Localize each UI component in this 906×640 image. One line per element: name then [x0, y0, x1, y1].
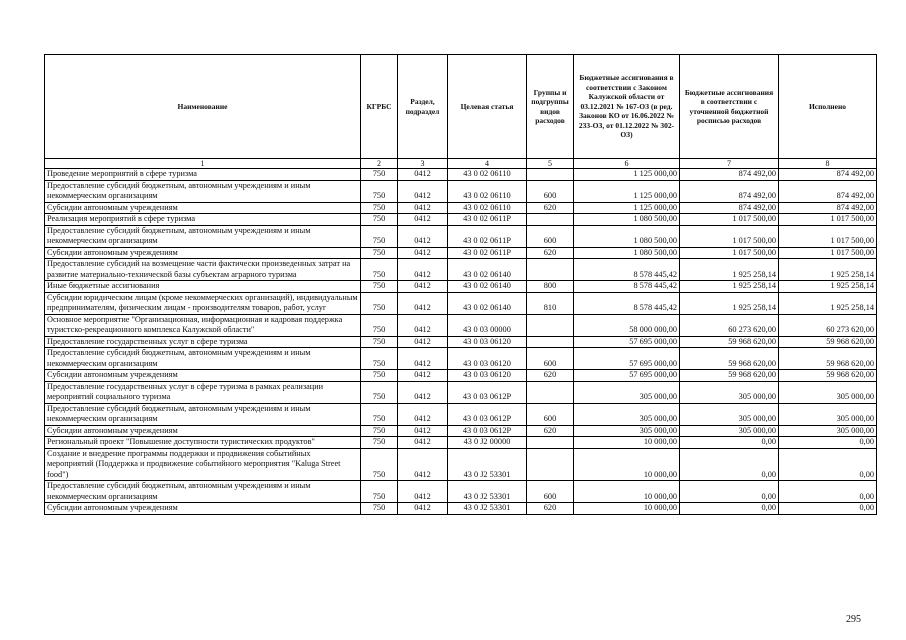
row-target-article: 43 0 02 06110: [448, 202, 527, 214]
row-target-article: 43 0 03 06120: [448, 370, 527, 382]
table-row: [45, 448, 877, 481]
row-section: 0412: [398, 169, 448, 181]
row-section: 0412: [398, 314, 448, 336]
row-section: 0412: [398, 202, 448, 214]
row-kgrbs: 750: [361, 481, 398, 503]
row-section: 0412: [398, 403, 448, 425]
column-number: 3: [398, 159, 448, 169]
row-executed-amount: 874 492,00: [779, 169, 877, 181]
row-law-amount: 305 000,00: [574, 381, 680, 403]
row-executed-amount: 59 968 620,00: [779, 370, 877, 382]
row-refined-amount: 1 925 258,14: [680, 281, 779, 293]
row-section: 0412: [398, 425, 448, 437]
table-row: [45, 425, 877, 437]
row-target-article: 43 0 03 0612Р: [448, 381, 527, 403]
table-row: [45, 169, 877, 181]
table-row: [45, 281, 877, 293]
table-row: [45, 437, 877, 449]
row-kgrbs: 750: [361, 225, 398, 247]
row-section: 0412: [398, 481, 448, 503]
row-target-article: 43 0 03 0612Р: [448, 403, 527, 425]
row-refined-amount: 59 968 620,00: [680, 370, 779, 382]
row-expense-group: 620: [527, 503, 574, 515]
row-refined-amount: 60 273 620,00: [680, 314, 779, 336]
row-target-article: 43 0 03 00000: [448, 314, 527, 336]
row-refined-amount: 0,00: [680, 503, 779, 515]
row-executed-amount: 1 925 258,14: [779, 292, 877, 314]
row-name: Проведение мероприятий в сфере туризма: [45, 169, 361, 181]
table-body: [45, 169, 877, 515]
row-executed-amount: 874 492,00: [779, 202, 877, 214]
row-executed-amount: 1 925 258,14: [779, 259, 877, 281]
budget-table: [44, 54, 877, 515]
row-kgrbs: 750: [361, 370, 398, 382]
row-law-amount: 1 125 000,00: [574, 169, 680, 181]
row-law-amount: 1 080 500,00: [574, 225, 680, 247]
row-executed-amount: 0,00: [779, 481, 877, 503]
header-kgrbs: КГРБС: [361, 55, 398, 159]
table-row: [45, 336, 877, 348]
row-expense-group: 600: [527, 348, 574, 370]
row-name: Предоставление субсидий бюджетным, автономным учреждениям и иным некоммерческим организациям: [45, 481, 361, 503]
row-target-article: 43 0 03 06120: [448, 336, 527, 348]
table-row: [45, 292, 877, 314]
row-section: 0412: [398, 348, 448, 370]
row-name: Предоставление субсидий на возмещение части фактически произведенных затрат на развитие материально-технической базы субъектам аграрного туризма: [45, 259, 361, 281]
row-name: Предоставление субсидий бюджетным, автономным учреждениям и иным некоммерческим организациям: [45, 180, 361, 202]
row-target-article: 43 0 02 06110: [448, 180, 527, 202]
row-target-article: 43 0 02 0611Р: [448, 214, 527, 226]
row-law-amount: 57 695 000,00: [574, 370, 680, 382]
header-target-article: Целевая статья: [448, 55, 527, 159]
row-name: Реализация мероприятий в сфере туризма: [45, 214, 361, 226]
row-refined-amount: 0,00: [680, 481, 779, 503]
row-kgrbs: 750: [361, 214, 398, 226]
row-name: Предоставление субсидий бюджетным, автономным учреждениям и иным некоммерческим организациям: [45, 348, 361, 370]
row-executed-amount: 59 968 620,00: [779, 336, 877, 348]
row-expense-group: 620: [527, 247, 574, 259]
row-name: Субсидии автономным учреждениям: [45, 247, 361, 259]
table-row: [45, 180, 877, 202]
column-number: 6: [574, 159, 680, 169]
column-number: 4: [448, 159, 527, 169]
row-section: 0412: [398, 180, 448, 202]
row-law-amount: 305 000,00: [574, 403, 680, 425]
row-law-amount: 10 000,00: [574, 437, 680, 449]
row-name: Предоставление государственных услуг в сфере туризма в рамках реализации мероприятий социального туризма: [45, 381, 361, 403]
row-kgrbs: 750: [361, 247, 398, 259]
row-kgrbs: 750: [361, 503, 398, 515]
row-name: Иные бюджетные ассигнования: [45, 281, 361, 293]
row-name: Региональный проект "Повышение доступности туристических продуктов": [45, 437, 361, 449]
row-expense-group: [527, 381, 574, 403]
table-row: [45, 381, 877, 403]
row-section: 0412: [398, 437, 448, 449]
table-row: [45, 348, 877, 370]
row-name: Создание и внедрение программы поддержки и продвижения событийных мероприятий (Поддержка и продвижение событийного мероприятия "Kaluga Street food"): [45, 448, 361, 481]
table-row: [45, 503, 877, 515]
row-section: 0412: [398, 503, 448, 515]
row-section: 0412: [398, 448, 448, 481]
table-row: [45, 314, 877, 336]
row-expense-group: 600: [527, 180, 574, 202]
row-refined-amount: 305 000,00: [680, 425, 779, 437]
row-name: Предоставление государственных услуг в сфере туризма: [45, 336, 361, 348]
row-expense-group: [527, 437, 574, 449]
row-kgrbs: 750: [361, 425, 398, 437]
row-executed-amount: 0,00: [779, 437, 877, 449]
row-expense-group: 600: [527, 225, 574, 247]
table-row: [45, 225, 877, 247]
row-section: 0412: [398, 370, 448, 382]
row-section: 0412: [398, 225, 448, 247]
row-law-amount: 8 578 445,42: [574, 292, 680, 314]
row-section: 0412: [398, 381, 448, 403]
row-target-article: 43 0 03 0612Р: [448, 425, 527, 437]
row-executed-amount: 305 000,00: [779, 381, 877, 403]
table-row: [45, 247, 877, 259]
row-target-article: 43 0 02 0611Р: [448, 225, 527, 247]
row-target-article: 43 0 02 0611Р: [448, 247, 527, 259]
header-name: Наименование: [45, 55, 361, 159]
row-kgrbs: 750: [361, 180, 398, 202]
row-section: 0412: [398, 214, 448, 226]
row-expense-group: 600: [527, 403, 574, 425]
row-target-article: 43 0 J2 53301: [448, 503, 527, 515]
row-kgrbs: 750: [361, 381, 398, 403]
column-number: 1: [45, 159, 361, 169]
row-name: Предоставление субсидий бюджетным, автономным учреждениям и иным некоммерческим организациям: [45, 403, 361, 425]
row-name: Основное мероприятие "Организационная, информационная и кадровая поддержка туристско-рекреационного комплекса Калужской области": [45, 314, 361, 336]
row-expense-group: 600: [527, 481, 574, 503]
row-law-amount: 305 000,00: [574, 425, 680, 437]
row-refined-amount: 305 000,00: [680, 403, 779, 425]
table-row: [45, 214, 877, 226]
row-law-amount: 1 080 500,00: [574, 214, 680, 226]
column-number-row: [45, 159, 877, 169]
row-section: 0412: [398, 259, 448, 281]
row-name: Субсидии автономным учреждениям: [45, 202, 361, 214]
row-law-amount: 10 000,00: [574, 503, 680, 515]
row-law-amount: 10 000,00: [574, 448, 680, 481]
table-row: [45, 481, 877, 503]
row-kgrbs: 750: [361, 202, 398, 214]
row-executed-amount: 59 968 620,00: [779, 348, 877, 370]
row-refined-amount: 1 017 500,00: [680, 247, 779, 259]
header-row: [45, 55, 877, 159]
row-kgrbs: 750: [361, 448, 398, 481]
row-law-amount: 1 125 000,00: [574, 202, 680, 214]
row-name: Предоставление субсидий бюджетным, автономным учреждениям и иным некоммерческим организациям: [45, 225, 361, 247]
row-expense-group: 800: [527, 281, 574, 293]
row-refined-amount: 59 968 620,00: [680, 348, 779, 370]
row-kgrbs: 750: [361, 169, 398, 181]
row-section: 0412: [398, 281, 448, 293]
row-refined-amount: 1 925 258,14: [680, 259, 779, 281]
row-executed-amount: 1 017 500,00: [779, 225, 877, 247]
row-refined-amount: 874 492,00: [680, 169, 779, 181]
row-expense-group: [527, 214, 574, 226]
row-law-amount: 57 695 000,00: [574, 336, 680, 348]
row-kgrbs: 750: [361, 259, 398, 281]
table-row: [45, 202, 877, 214]
table-row: [45, 259, 877, 281]
row-refined-amount: 0,00: [680, 448, 779, 481]
table-row: [45, 370, 877, 382]
row-kgrbs: 750: [361, 348, 398, 370]
row-name: Субсидии автономным учреждениям: [45, 425, 361, 437]
column-number: 8: [779, 159, 877, 169]
row-name: Субсидии юридическим лицам (кроме некоммерческих организаций), индивидуальным предпринимателям, физическим лицам - производителям товаров, работ, услуг: [45, 292, 361, 314]
row-executed-amount: 305 000,00: [779, 425, 877, 437]
page-number: 295: [846, 614, 861, 625]
row-executed-amount: 0,00: [779, 503, 877, 515]
row-executed-amount: 60 273 620,00: [779, 314, 877, 336]
row-target-article: 43 0 02 06110: [448, 169, 527, 181]
row-expense-group: 620: [527, 370, 574, 382]
row-target-article: 43 0 J2 00000: [448, 437, 527, 449]
row-executed-amount: 874 492,00: [779, 180, 877, 202]
row-kgrbs: 750: [361, 292, 398, 314]
row-target-article: 43 0 02 06140: [448, 292, 527, 314]
row-refined-amount: 1 017 500,00: [680, 225, 779, 247]
row-kgrbs: 750: [361, 314, 398, 336]
row-section: 0412: [398, 292, 448, 314]
header-refined-allocations: Бюджетные ассигнования в соответствии с уточненной бюджетной росписью расходов: [680, 55, 779, 159]
row-expense-group: 620: [527, 425, 574, 437]
row-law-amount: 10 000,00: [574, 481, 680, 503]
row-section: 0412: [398, 336, 448, 348]
row-expense-group: [527, 336, 574, 348]
column-number: 2: [361, 159, 398, 169]
column-number: 5: [527, 159, 574, 169]
row-law-amount: 57 695 000,00: [574, 348, 680, 370]
table-row: [45, 403, 877, 425]
row-law-amount: 8 578 445,42: [574, 259, 680, 281]
row-section: 0412: [398, 247, 448, 259]
row-expense-group: 620: [527, 202, 574, 214]
row-executed-amount: 305 000,00: [779, 403, 877, 425]
row-refined-amount: 0,00: [680, 437, 779, 449]
row-kgrbs: 750: [361, 281, 398, 293]
row-law-amount: 58 000 000,00: [574, 314, 680, 336]
row-target-article: 43 0 02 06140: [448, 281, 527, 293]
row-target-article: 43 0 02 06140: [448, 259, 527, 281]
row-executed-amount: 1 017 500,00: [779, 247, 877, 259]
row-expense-group: 810: [527, 292, 574, 314]
row-kgrbs: 750: [361, 437, 398, 449]
row-refined-amount: 874 492,00: [680, 202, 779, 214]
column-number: 7: [680, 159, 779, 169]
row-expense-group: [527, 314, 574, 336]
header-section: Раздел, подраздел: [398, 55, 448, 159]
header-law-allocations: Бюджетные ассигнования в соответствии с Законом Калужской области от 03.12.2021 № 167-ОЗ (в ред. Законов КО от 16.06.2022 № 233-ОЗ, от 01.12.2022 № 302-ОЗ): [574, 55, 680, 159]
header-expense-group: Группы и подгруппы видов расходов: [527, 55, 574, 159]
row-refined-amount: 1 925 258,14: [680, 292, 779, 314]
row-name: Субсидии автономным учреждениям: [45, 370, 361, 382]
row-expense-group: [527, 259, 574, 281]
row-kgrbs: 750: [361, 336, 398, 348]
row-refined-amount: 874 492,00: [680, 180, 779, 202]
row-law-amount: 1 080 500,00: [574, 247, 680, 259]
row-law-amount: 1 125 000,00: [574, 180, 680, 202]
row-expense-group: [527, 169, 574, 181]
row-kgrbs: 750: [361, 403, 398, 425]
row-target-article: 43 0 J2 53301: [448, 448, 527, 481]
row-name: Субсидии автономным учреждениям: [45, 503, 361, 515]
row-executed-amount: 0,00: [779, 448, 877, 481]
row-executed-amount: 1 017 500,00: [779, 214, 877, 226]
row-refined-amount: 59 968 620,00: [680, 336, 779, 348]
row-expense-group: [527, 448, 574, 481]
row-law-amount: 8 578 445,42: [574, 281, 680, 293]
header-executed: Исполнено: [779, 55, 877, 159]
row-target-article: 43 0 03 06120: [448, 348, 527, 370]
row-refined-amount: 305 000,00: [680, 381, 779, 403]
row-target-article: 43 0 J2 53301: [448, 481, 527, 503]
row-executed-amount: 1 925 258,14: [779, 281, 877, 293]
row-refined-amount: 1 017 500,00: [680, 214, 779, 226]
